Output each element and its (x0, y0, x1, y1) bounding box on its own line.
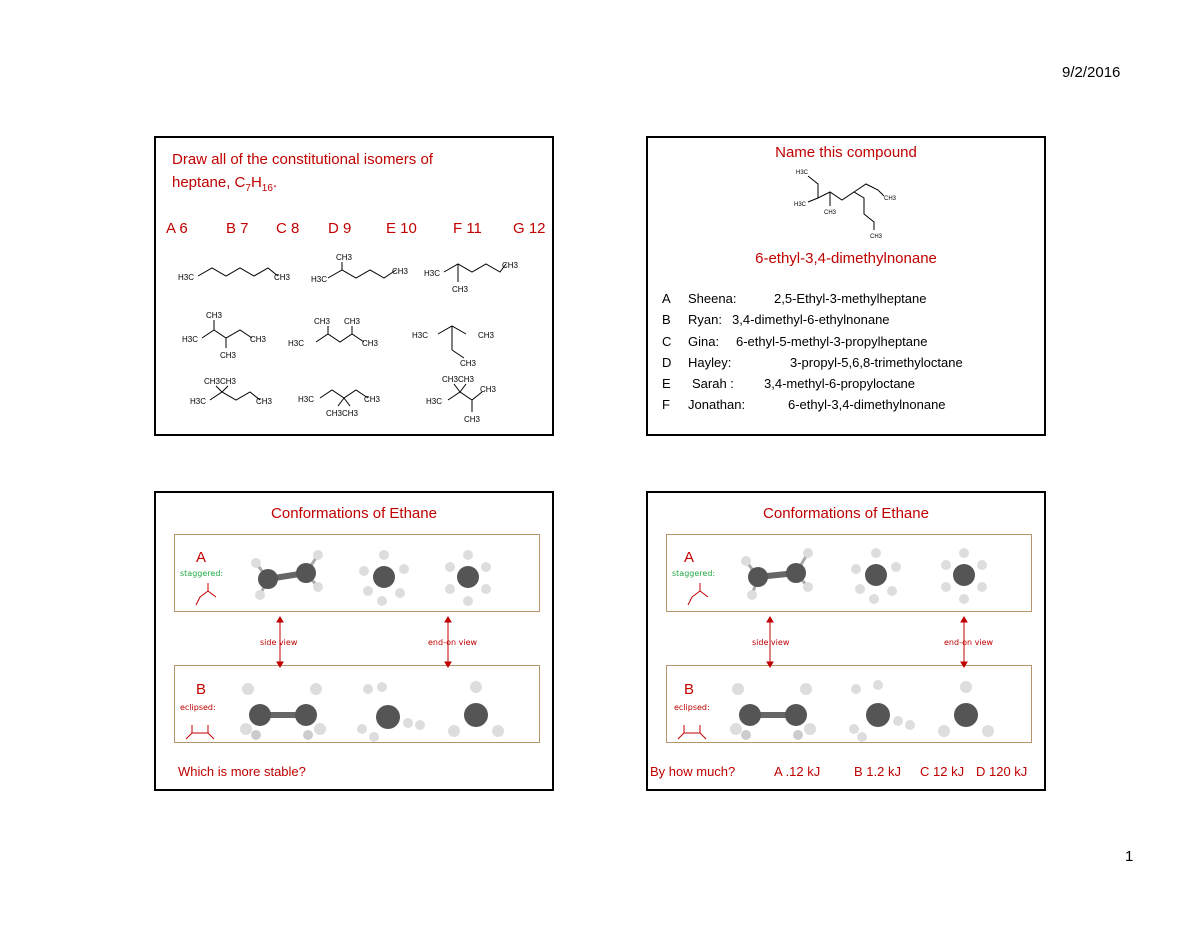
svg-text:CH3: CH3 (460, 359, 477, 368)
staggered-label: staggered: (180, 569, 224, 578)
svg-text:CH3: CH3 (250, 335, 267, 344)
slide-ethane-conformations-energy (646, 491, 1046, 791)
ethane-staggered-rotated-view (359, 550, 409, 606)
slide4-title: Conformations of Ethane (763, 505, 929, 522)
isomer-3-methylhexane (444, 264, 506, 272)
isomer-2-3-dimethylpentane (202, 330, 252, 338)
choice-a: A 6 (166, 220, 188, 237)
svg-text:CH3: CH3 (478, 331, 495, 340)
staggered-label: staggered: (672, 569, 716, 578)
svg-text:CH3: CH3 (206, 311, 223, 320)
slide3-title: Conformations of Ethane (271, 505, 437, 522)
isomer-2-4-dimethylpentane (316, 334, 364, 342)
isomer-n-heptane (198, 268, 278, 276)
side-view-label: side view (752, 638, 790, 647)
svg-text:CH3: CH3 (392, 267, 409, 276)
svg-text:H3C: H3C (311, 275, 328, 284)
svg-text:CH3: CH3 (824, 210, 837, 216)
svg-text:H3C: H3C (288, 339, 305, 348)
isomer-2-2-3-trimethylbutane (448, 392, 482, 400)
end-on-view-label: end-on view (428, 638, 478, 647)
svg-text:CH3: CH3 (274, 273, 291, 282)
stability-question: Which is more stable? (178, 764, 306, 779)
slide2-title: Name this compound (775, 144, 917, 161)
isomer-2-methylhexane (328, 270, 396, 278)
choice-b: B 7 (226, 220, 249, 237)
slide-heptane-isomers (154, 136, 554, 436)
energy-answer-a: A .12 kJ (774, 764, 821, 779)
svg-text:CH3CH3: CH3CH3 (204, 377, 237, 386)
ethane-eclipsed-rotated-view (357, 682, 425, 742)
ethane-staggered-end-on-view (445, 550, 491, 606)
choice-d: D 9 (328, 220, 352, 237)
page-number: 1 (1125, 848, 1134, 865)
energy-answer-d: D 120 kJ (976, 764, 1028, 779)
label-b: B (684, 681, 695, 698)
label-b: B (196, 681, 207, 698)
svg-text:H3C: H3C (182, 335, 199, 344)
svg-text:H3C: H3C (424, 269, 441, 278)
ethane-eclipsed-rotated-view (849, 680, 915, 742)
svg-text:H3C: H3C (796, 170, 809, 176)
ethane-staggered-side-view (741, 548, 813, 600)
ethane-staggered-side-view (251, 550, 323, 600)
isomer-2-2-dimethylpentane (210, 392, 260, 400)
svg-text:CH3: CH3 (344, 317, 361, 326)
label-a: A (196, 549, 207, 566)
svg-text:CH3: CH3 (220, 351, 237, 360)
svg-text:H3C: H3C (178, 273, 195, 282)
svg-text:CH3: CH3 (256, 397, 273, 406)
ethane-eclipsed-end-on-view (448, 681, 504, 737)
slide1-title: Draw all of the constitutional isomers of heptane, $C_7H_{16}$. (172, 151, 433, 194)
slide-name-compound: Name this compound H3C H3C CH3 CH3 CH3 6-ethyl-3,4-dimethylnonane A Sheena: 2,5-Ethyl-3-methylheptane B Ryan: 3,4-dimethyl-6-ethylnonane C Gina: 6-ethyl-5-methyl-3-propylheptane D Hayley: 3-propyl-5,6,8-trimethyloctane E Sarah : 3,4-methyl-6-propyloctane F Jonathan: 6-ethyl-3,4-dimethylnonane (646, 136, 1046, 436)
side-view-label: side view (260, 638, 298, 647)
eclipsed-label: eclipsed: (180, 703, 216, 712)
ethane-models (648, 493, 1044, 789)
choice-f: F 11 (453, 220, 482, 237)
svg-text:CH3CH3: CH3CH3 (326, 409, 359, 418)
compound-answer: 6-ethyl-3,4-dimethylnonane (755, 250, 937, 267)
ethane-staggered-rotated-view (851, 548, 901, 604)
svg-text:CH3: CH3 (364, 395, 381, 404)
ethane-eclipsed-side-view (240, 683, 326, 740)
svg-text:H3C: H3C (190, 397, 207, 406)
svg-text:CH3: CH3 (502, 261, 519, 270)
svg-text:H3C: H3C (794, 202, 807, 208)
svg-text:CH3: CH3 (870, 234, 883, 238)
isomer-structures (156, 250, 552, 430)
isomer-3-3-dimethylpentane (320, 390, 368, 398)
svg-text:CH3: CH3 (884, 196, 897, 202)
svg-text:CH3CH3: CH3CH3 (442, 375, 475, 384)
svg-text:CH3: CH3 (480, 385, 497, 394)
compound-structure (788, 166, 918, 238)
end-on-view-label: end-on view (944, 638, 994, 647)
energy-answer-c: C 12 kJ (920, 764, 965, 779)
ethane-staggered-end-on-view (941, 548, 987, 604)
svg-text:H3C: H3C (412, 331, 429, 340)
svg-text:CH3: CH3 (362, 339, 379, 348)
svg-text:CH3: CH3 (452, 285, 469, 294)
choice-c: C 8 (276, 220, 300, 237)
choice-g: G 12 (513, 220, 546, 237)
label-a: A (684, 549, 695, 566)
ethane-eclipsed-side-view (730, 683, 816, 740)
choice-e: E 10 (386, 220, 417, 237)
energy-question: By how much? (650, 764, 736, 779)
slide-ethane-conformations-stability (154, 491, 554, 791)
svg-text:H3C: H3C (298, 395, 315, 404)
svg-text:CH3: CH3 (314, 317, 331, 326)
svg-text:CH3: CH3 (336, 253, 353, 262)
svg-text:CH3: CH3 (464, 415, 481, 424)
page-date: 9/2/2016 (1062, 64, 1121, 81)
ethane-models (156, 493, 552, 789)
energy-answer-b: B 1.2 kJ (854, 764, 901, 779)
ethane-eclipsed-end-on-view (938, 681, 994, 737)
eclipsed-label: eclipsed: (674, 703, 710, 712)
svg-text:H3C: H3C (426, 397, 443, 406)
